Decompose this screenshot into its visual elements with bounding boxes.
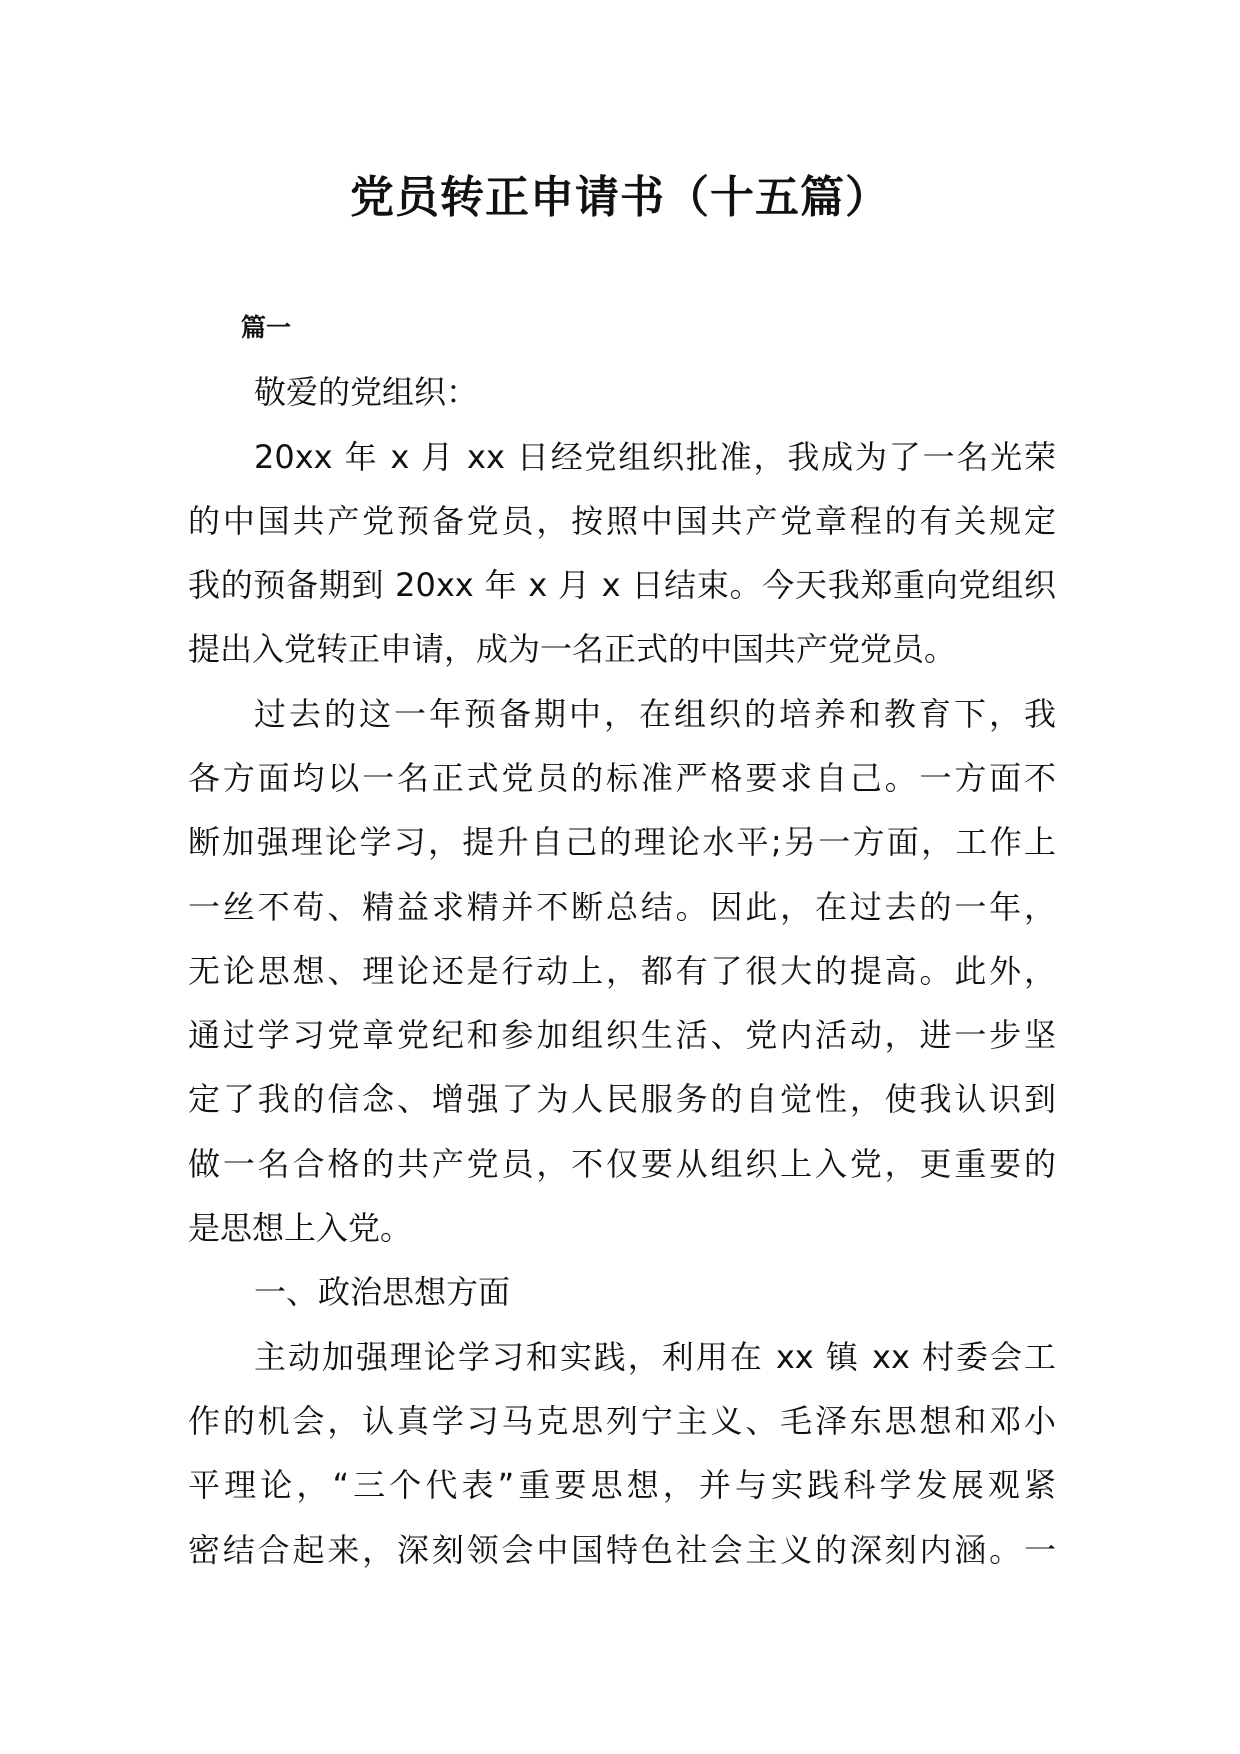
paragraph-line: 密结合起来，深刻领会中国特色社会主义的深刻内涵。一 <box>188 1531 1056 1569</box>
paragraph-line: 是思想上入党。 <box>188 1209 413 1247</box>
paragraph-line: 定了我的信念、增强了为人民服务的自觉性，使我认识到 <box>188 1080 1056 1118</box>
paragraph-line: 作的机会，认真学习马克思列宁主义、毛泽东思想和邓小 <box>188 1402 1056 1440</box>
paragraph-line: 我的预备期到 20xx 年 x 月 x 日结束。今天我郑重向党组织 <box>188 566 1056 604</box>
paragraph-line: 过去的这一年预备期中，在组织的培养和教育下，我 <box>254 695 1056 733</box>
paragraph-line: 各方面均以一名正式党员的标准严格要求自己。一方面不 <box>188 759 1056 797</box>
paragraph-line: 做一名合格的共产党员，不仅要从组织上入党，更重要的 <box>188 1145 1056 1183</box>
section-label: 篇一 <box>241 313 292 342</box>
paragraph-line: 断加强理论学习，提升自己的理论水平;另一方面，工作上 <box>188 823 1056 861</box>
paragraph-line: 的中国共产党预备党员，按照中国共产党章程的有关规定 <box>188 502 1056 540</box>
paragraph-line: 提出入党转正申请，成为一名正式的中国共产党党员。 <box>188 630 957 668</box>
paragraph-line: 平理论，“三个代表”重要思想，并与实践科学发展观紧 <box>188 1466 1056 1504</box>
section-heading: 一、政治思想方面 <box>254 1273 511 1311</box>
document-title: 党员转正申请书（十五篇） <box>350 172 890 223</box>
paragraph-line: 无论思想、理论还是行动上，都有了很大的提高。此外， <box>188 952 1056 990</box>
salutation: 敬爱的党组织： <box>254 373 479 411</box>
paragraph-line: 一丝不苟、精益求精并不断总结。因此，在过去的一年， <box>188 888 1056 926</box>
paragraph-line: 通过学习党章党纪和参加组织生活、党内活动，进一步坚 <box>188 1016 1056 1054</box>
paragraph-line: 主动加强理论学习和实践，利用在 xx 镇 xx 村委会工 <box>254 1338 1056 1376</box>
paragraph-line: 20xx 年 x 月 xx 日经党组织批准，我成为了一名光荣 <box>254 438 1056 476</box>
